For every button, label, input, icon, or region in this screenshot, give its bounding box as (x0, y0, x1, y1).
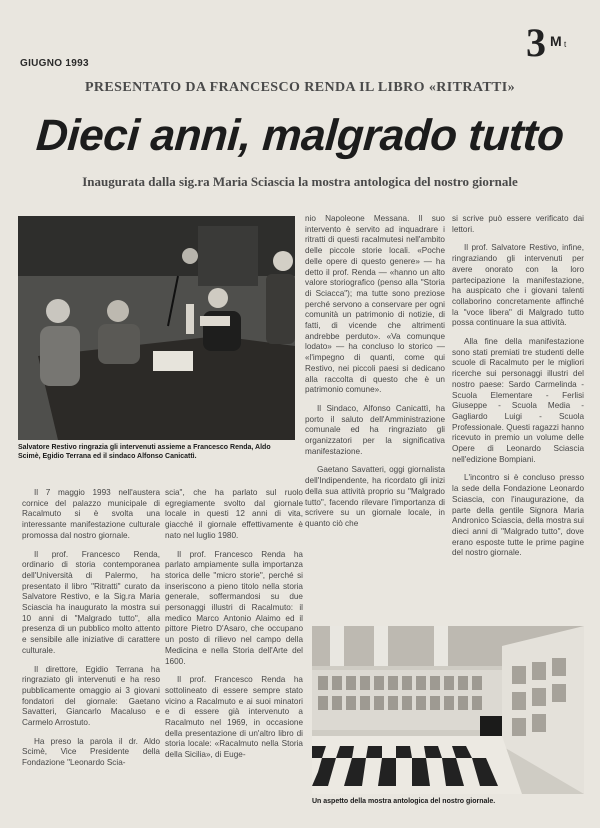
paragraph: Il direttore, Egidio Terrana ha ringraziato gli intervenuti e ha reso pubblicamente omaggio ai 3 giovani fondatori del giornale: Gaetano Savatteri, Giancarlo Macaluso e Carmelo Arrostuto. (22, 664, 160, 728)
exhibition-photo (312, 626, 584, 794)
paragraph: Il 7 maggio 1993 nell'austera cornice del palazzo municipale di Racalmuto si è svolta una interessante manifestazione culturale promossa dal nostro giornale. (22, 488, 160, 540)
paragraph: nio Napoleone Messana. Il suo intervento è servito ad inquadrare i ritratti di questi racalmutesi nell'ambito delle piccole storie locali. «Poche delle opere di questo genere» — ha detto il prof. Renda — «hanno un alto valore storiografico (penso alla "Storia di Sciacca"); ma tutte sono preziose perché servono a conservare per ogni comunità un patrimonio di notizie, di fatti, di vicende che altrimenti andrebbe perduto». «Va comunque lodato» — ha concluso lo storico — «l'impegno di quanti, come qui Restivo, nei piccoli paesi si dedicano alla raccolta di questo che è un patrimonio comune». (305, 214, 445, 395)
bottom-photo-caption: Un aspetto della mostra antologica del nostro giornale. (312, 798, 496, 805)
article-column-upper-2 (452, 214, 584, 567)
paragraph: Il prof. Francesco Renda ha sottolineato di essere sempre stato vicino a Racalmuto e ai suoi minatori e di essere già intervenuto a Racalmuto nel 1969, in occasione della presentazione di un'altro libro di storia locale: «Racalmuto nella Storia della Sicilia», di Euge- (165, 675, 303, 760)
article-column-upper-1 (305, 214, 445, 538)
issue-date: GIUGNO 1993 (20, 58, 89, 69)
paragraph: L'incontro si è concluso presso la sede della Fondazione Leonardo Sciascia, con l'inaugurazione, da parte della gentile Signora Maria Andronico Sciascia, della mostra sui dieci anni di "Malgrado tutto", dove erano esposte tutte le prime pagine del nostro giornale. (452, 473, 584, 558)
paragraph: Alla fine della manifestazione sono stati premiati tre studenti delle scuole di Racalmuto per le migliori ricerche sui personaggi illustri del nostro paese: Sardo Carmelinda - Scuola Elementare - Ferlisi Giuseppe - Scuola Media - Gagliardo Luigi - Scuola Professionale. Questi ragazzi hanno ricevuto in premio un volume delle Opere di Leonardo Sciascia nell'edizione Bompiani. (452, 337, 584, 464)
main-headline: Dieci anni, malgrado tutto (34, 111, 566, 160)
top-photo-caption: Salvatore Restivo ringrazia gli intervenuti assieme a Francesco Renda, Aldo Scimè, Egidio Terrana ed il sindaco Alfonso Canicattì. (18, 444, 271, 460)
conference-photo (18, 216, 295, 440)
paragraph: Ha preso la parola il dr. Aldo Scimè, Vice Presidente della Fondazione "Leonardo Scia- (22, 736, 160, 768)
masthead-logo (524, 18, 584, 64)
paragraph: scia", che ha parlato sul ruolo egregiamente svolto dal giornale locale in questi 12 anni di vita, giacché il giornale effettivamente è nato nel luglio 1980. (165, 488, 303, 540)
sub-headline: Inaugurata dalla sig.ra Maria Sciascia la mostra antologica del nostro giornale (82, 174, 518, 189)
article-column-left (22, 488, 160, 777)
kicker-headline: PRESENTATO DA FRANCESCO RENDA IL LIBRO «RITRATTI» (84, 80, 516, 95)
paragraph: Gaetano Savatteri, oggi giornalista dell'Indipendente, ha ricordato gli inizi della sua attività proprio su "Malgrado tutto", facendo rilevare l'importanza di scrivere su un giornale locale, in quanto ciò che (305, 465, 445, 528)
paragraph: Il prof. Salvatore Restivo, infine, ringraziando gli intervenuti per avere onorato con la loro partecipazione la manifestazione, ha auspicato che i giovani talenti collaborino concretamente affinché la "voce libera" di Malgrado tutto possa continuare la sua attività. (452, 243, 584, 328)
paragraph: Il Sindaco, Alfonso Canicattì, ha porto il saluto dell'Amministrazione comunale ed ha ringraziato gli organizzatori per la significativa manifestazione. (305, 403, 445, 456)
paragraph: si scrive può essere verificato dai lettori. (452, 214, 584, 234)
svg-text:M: M (550, 33, 562, 49)
svg-text:t: t (564, 40, 567, 49)
article-column-middle (165, 488, 303, 769)
svg-text:3: 3 (526, 20, 546, 64)
paragraph: Il prof. Francesco Renda ha parlato ampiamente sulla importanza storica delle "micro storie", perché si inseriscono a pieno titolo nella storia generale, soffermandosi su due personaggi illustri di Racalmuto: il medico Marco Antonio Alaimo ed il pittore Pietro D'Asaro, che occupano un posto di rilievo nel campo della Medicina e nella Storia dell'Arte del 1600. (165, 549, 303, 666)
paragraph: Il prof. Francesco Renda, ordinario di storia contemporanea dell'Università di Palermo, ha presentato il libro "Ritratti" curato da Salvatore Restivo, e la Sig.ra Maria Sciascia ha inaugurato la mostra sui 10 anni di "Malgrado tutto", alla presenza di un pubblico molto attento e sensibile alle iniziative di carattere culturale. (22, 549, 160, 655)
